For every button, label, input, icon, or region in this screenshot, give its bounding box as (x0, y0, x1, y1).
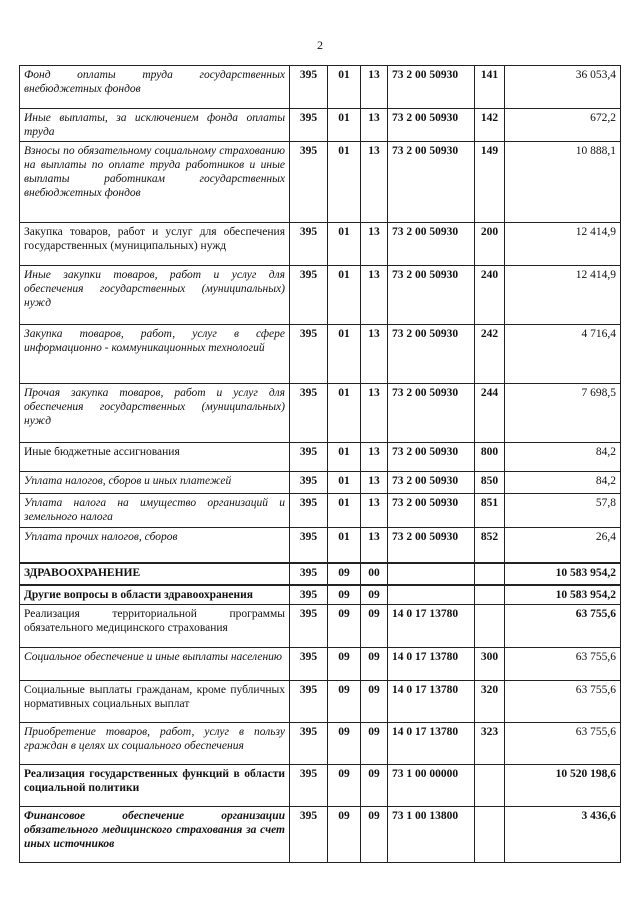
target-article-code (388, 563, 475, 585)
row-name: Социальные выплаты гражданам, кроме публичных нормативных социальных выплат (20, 680, 290, 722)
row-name: Закупка товаров, работ и услуг для обеспечения государственных (муниципальных) нужд (20, 223, 290, 266)
amount: 26,4 (505, 528, 621, 563)
section-code: 09 (328, 563, 361, 585)
expense-type-code: 244 (475, 384, 505, 443)
subsection-code: 09 (361, 604, 388, 647)
target-article-code: 73 2 00 50930 (388, 325, 475, 384)
table-row (20, 384, 621, 443)
table-row (20, 563, 621, 585)
subsection-code: 09 (361, 585, 388, 605)
expense-type-code: 200 (475, 223, 505, 266)
table-row (20, 722, 621, 764)
ministry-code: 395 (290, 604, 328, 647)
expense-type-code: 242 (475, 325, 505, 384)
budget-table (19, 65, 621, 863)
table-row (20, 223, 621, 266)
section-code: 01 (328, 266, 361, 325)
amount: 63 755,6 (505, 647, 621, 680)
amount: 7 698,5 (505, 384, 621, 443)
ministry-code: 395 (290, 66, 328, 109)
target-article-code: 73 2 00 50930 (388, 528, 475, 563)
expense-type-code: 141 (475, 66, 505, 109)
target-article-code: 73 1 00 13800 (388, 806, 475, 862)
ministry-code: 395 (290, 528, 328, 563)
row-name: Взносы по обязательному социальному страхованию на выплаты по оплате труда работников и иные выплаты работникам государственных внебюджетных фондов (20, 142, 290, 223)
table-row (20, 494, 621, 528)
target-article-code: 14 0 17 13780 (388, 680, 475, 722)
subsection-code: 13 (361, 109, 388, 142)
amount: 4 716,4 (505, 325, 621, 384)
amount: 672,2 (505, 109, 621, 142)
expense-type-code: 142 (475, 109, 505, 142)
subsection-code: 13 (361, 384, 388, 443)
ministry-code: 395 (290, 647, 328, 680)
expense-type-code: 800 (475, 443, 505, 472)
table-row (20, 472, 621, 494)
table-row (20, 443, 621, 472)
row-name: Фонд оплаты труда государственных внебюджетных фондов (20, 66, 290, 109)
expense-type-code: 323 (475, 722, 505, 764)
table-row (20, 764, 621, 806)
subsection-code: 13 (361, 223, 388, 266)
ministry-code: 395 (290, 443, 328, 472)
table-row (20, 680, 621, 722)
section-code: 01 (328, 472, 361, 494)
section-code: 09 (328, 764, 361, 806)
expense-type-code: 850 (475, 472, 505, 494)
target-article-code: 14 0 17 13780 (388, 647, 475, 680)
subsection-code: 13 (361, 325, 388, 384)
row-name: Уплата налога на имущество организаций и земельного налога (20, 494, 290, 528)
section-code: 01 (328, 443, 361, 472)
ministry-code: 395 (290, 142, 328, 223)
ministry-code: 395 (290, 266, 328, 325)
expense-type-code: 300 (475, 647, 505, 680)
ministry-code: 395 (290, 563, 328, 585)
row-name: Реализация территориальной программы обязательного медицинского страхования (20, 604, 290, 647)
section-code: 09 (328, 647, 361, 680)
expense-type-code (475, 764, 505, 806)
table-row (20, 109, 621, 142)
amount: 12 414,9 (505, 266, 621, 325)
target-article-code: 73 2 00 50930 (388, 109, 475, 142)
expense-type-code: 851 (475, 494, 505, 528)
amount: 10 520 198,6 (505, 764, 621, 806)
table-row (20, 66, 621, 109)
subsection-code: 09 (361, 764, 388, 806)
ministry-code: 395 (290, 109, 328, 142)
section-code: 09 (328, 722, 361, 764)
row-name: Приобретение товаров, работ, услуг в пользу граждан в целях их социального обеспечения (20, 722, 290, 764)
amount: 63 755,6 (505, 604, 621, 647)
expense-type-code: 240 (475, 266, 505, 325)
subsection-code: 09 (361, 806, 388, 862)
amount: 63 755,6 (505, 680, 621, 722)
subsection-code: 13 (361, 472, 388, 494)
table-row (20, 325, 621, 384)
subsection-code: 13 (361, 66, 388, 109)
table-row (20, 528, 621, 563)
amount: 63 755,6 (505, 722, 621, 764)
subsection-code: 13 (361, 528, 388, 563)
row-name: Финансовое обеспечение организации обязательного медицинского страхования за счет иных источников (20, 806, 290, 862)
target-article-code: 73 2 00 50930 (388, 66, 475, 109)
amount: 10 583 954,2 (505, 585, 621, 605)
expense-type-code (475, 806, 505, 862)
row-name: Закупка товаров, работ, услуг в сфере информационно - коммуникационных технологий (20, 325, 290, 384)
row-name: Прочая закупка товаров, работ и услуг для обеспечения государственных (муниципальных) нужд (20, 384, 290, 443)
target-article-code (388, 585, 475, 605)
row-name: Социальное обеспечение и иные выплаты населению (20, 647, 290, 680)
row-name: Другие вопросы в области здравоохранения (20, 585, 290, 605)
row-name: Иные бюджетные ассигнования (20, 443, 290, 472)
ministry-code: 395 (290, 722, 328, 764)
ministry-code: 395 (290, 325, 328, 384)
amount: 10 583 954,2 (505, 563, 621, 585)
ministry-code: 395 (290, 384, 328, 443)
subsection-code: 13 (361, 443, 388, 472)
target-article-code: 73 2 00 50930 (388, 142, 475, 223)
amount: 10 888,1 (505, 142, 621, 223)
target-article-code: 73 2 00 50930 (388, 384, 475, 443)
target-article-code: 73 2 00 50930 (388, 266, 475, 325)
target-article-code: 73 2 00 50930 (388, 494, 475, 528)
target-article-code: 73 2 00 50930 (388, 472, 475, 494)
ministry-code: 395 (290, 680, 328, 722)
table-row (20, 142, 621, 223)
amount: 3 436,6 (505, 806, 621, 862)
section-code: 09 (328, 806, 361, 862)
target-article-code: 73 2 00 50930 (388, 443, 475, 472)
subsection-code: 09 (361, 722, 388, 764)
ministry-code: 395 (290, 806, 328, 862)
section-code: 01 (328, 109, 361, 142)
row-name: Уплата налогов, сборов и иных платежей (20, 472, 290, 494)
section-code: 01 (328, 223, 361, 266)
expense-type-code: 149 (475, 142, 505, 223)
expense-type-code (475, 563, 505, 585)
section-code: 01 (328, 142, 361, 223)
subsection-code: 09 (361, 647, 388, 680)
table-row (20, 266, 621, 325)
amount: 12 414,9 (505, 223, 621, 266)
section-code: 01 (328, 325, 361, 384)
ministry-code: 395 (290, 585, 328, 605)
section-code: 01 (328, 494, 361, 528)
row-name: Реализация государственных функций в области социальной политики (20, 764, 290, 806)
ministry-code: 395 (290, 472, 328, 494)
expense-type-code: 320 (475, 680, 505, 722)
row-name: ЗДРАВООХРАНЕНИЕ (20, 563, 290, 585)
row-name: Иные выплаты, за исключением фонда оплаты труда (20, 109, 290, 142)
table-row (20, 806, 621, 862)
section-code: 09 (328, 604, 361, 647)
section-code: 09 (328, 585, 361, 605)
amount: 36 053,4 (505, 66, 621, 109)
subsection-code: 13 (361, 494, 388, 528)
amount: 84,2 (505, 472, 621, 494)
subsection-code: 13 (361, 266, 388, 325)
ministry-code: 395 (290, 764, 328, 806)
subsection-code: 13 (361, 142, 388, 223)
subsection-code: 00 (361, 563, 388, 585)
target-article-code: 14 0 17 13780 (388, 722, 475, 764)
section-code: 01 (328, 66, 361, 109)
row-name: Уплата прочих налогов, сборов (20, 528, 290, 563)
expense-type-code (475, 604, 505, 647)
table-row (20, 647, 621, 680)
target-article-code: 73 1 00 00000 (388, 764, 475, 806)
table-row (20, 604, 621, 647)
section-code: 09 (328, 680, 361, 722)
section-code: 01 (328, 528, 361, 563)
expense-type-code (475, 585, 505, 605)
target-article-code: 14 0 17 13780 (388, 604, 475, 647)
target-article-code: 73 2 00 50930 (388, 223, 475, 266)
expense-type-code: 852 (475, 528, 505, 563)
ministry-code: 395 (290, 494, 328, 528)
amount: 84,2 (505, 443, 621, 472)
subsection-code: 09 (361, 680, 388, 722)
section-code: 01 (328, 384, 361, 443)
amount: 57,8 (505, 494, 621, 528)
ministry-code: 395 (290, 223, 328, 266)
table-row (20, 585, 621, 605)
row-name: Иные закупки товаров, работ и услуг для обеспечения государственных (муниципальных) нужд (20, 266, 290, 325)
page-number: 2 (317, 38, 323, 52)
